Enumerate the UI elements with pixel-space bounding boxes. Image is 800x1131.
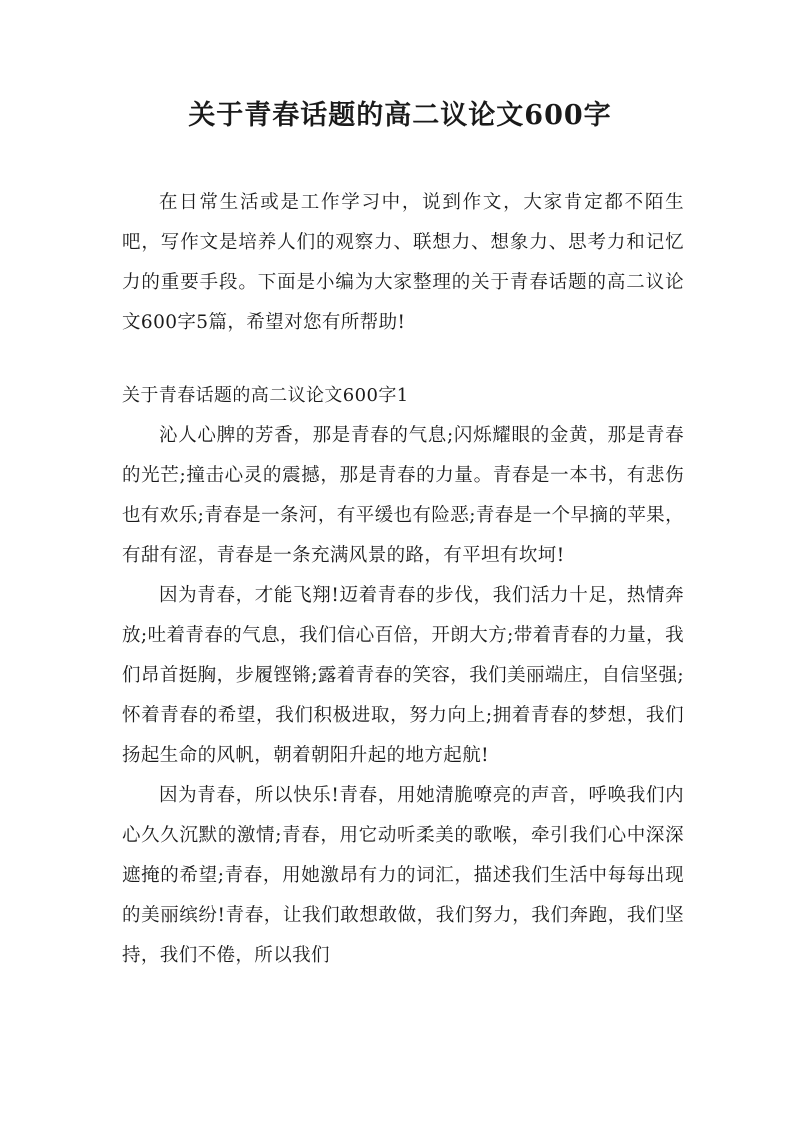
intro-paragraph: 在日常生活或是工作学习中，说到作文，大家肯定都不陌生吧，写作文是培养人们的观察力、联想力、想象力、思考力和记忆力的重要手段。下面是小编为大家整理的关于青春话题的高二议论文600字5篇，希望对您有所帮助!: [122, 192, 684, 333]
document-title: 关于青春话题的高二议论文600字: [188, 100, 612, 131]
document-body: [122, 183, 684, 976]
body-paragraph: 沁人心脾的芳香，那是青春的气息;闪烁耀眼的金黄，那是青春的光芒;撞击心灵的震撼，那是青春的力量。青春是一本书，有悲伤也有欢乐;青春是一条河，有平缓也有险恶;青春是一个早摘的苹果，有甜有涩，青春是一条充满风景的路，有平坦有坎坷!: [122, 425, 684, 566]
body-paragraph: 因为青春，所以快乐!青春，用她清脆嘹亮的声音，呼唤我们内心久久沉默的激情;青春，用它动听柔美的歌喉，牵引我们心中深深遮掩的希望;青春，用她激昂有力的词汇，描述我们生活中每每出现的美丽缤纷!青春，让我们敢想敢做，我们努力，我们奔跑，我们坚持，我们不倦，所以我们: [122, 785, 684, 966]
body-paragraph: 因为青春，才能飞翔!迈着青春的步伐，我们活力十足，热情奔放;吐着青春的气息，我们信心百倍，开朗大方;带着青春的力量，我们昂首挺胸，步履铿锵;露着青春的笑容，我们美丽端庄，自信坚强;怀着青春的希望，我们积极进取，努力向上;拥着青春的梦想，我们扬起生命的风帆，朝着朝阳升起的地方起航!: [122, 585, 684, 766]
section-heading: 关于青春话题的高二议论文600字1: [122, 385, 409, 406]
